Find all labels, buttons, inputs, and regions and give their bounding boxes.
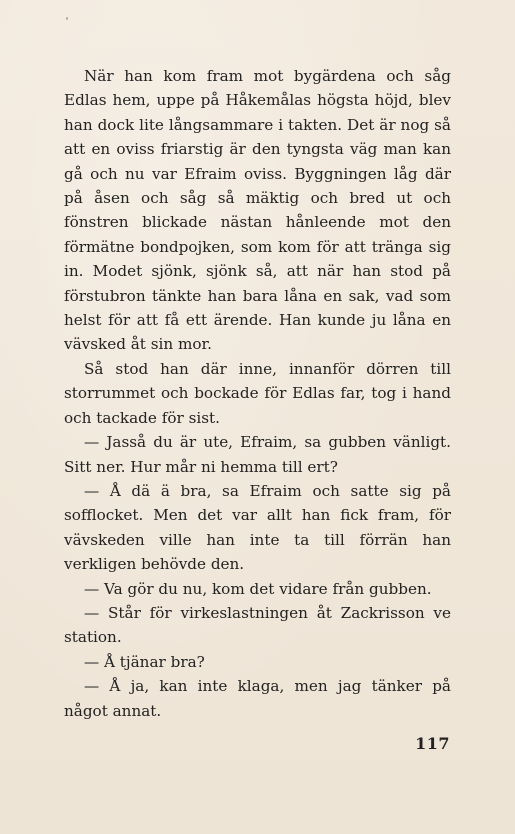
dialogue-line: — Å tjänar bra? — [84, 652, 205, 671]
dialogue-line: — Jasså du är ute, Efraim, sa gubben vänligt. Sitt ner. Hur mår ni hemma till ert? — [64, 433, 451, 476]
page-number: 117 — [415, 734, 450, 753]
paper-speck — [66, 17, 68, 20]
dialogue-line: — Å dä ä bra, sa Efraim och satte sig på sofflocket. Men det var allt han fick fram, för vävskeden ville han inte ta till förrän han verkligen behövde den. — [64, 481, 451, 574]
paragraph: Så stod han där inne, innanför dörren till storrummet och bockade för Edlas far, tog i hand och tackade för sist. — [64, 359, 451, 427]
dialogue-line: — Står för virkeslastningen åt Zackrisson ve station. — [64, 603, 451, 647]
body-text — [64, 64, 451, 723]
paragraph: När han kom fram mot bygärdena och såg Edlas hem, uppe på Håkemålas högsta höjd, blev han dock lite långsammare i takten. Det är nog så att en oviss friarstig är den tyngsta väg man kan gå och nu var Efraim oviss. Byggningen låg där på åsen och såg så mäktig och bred ut och fönstren blickade nästan hånleende mot den förmätne bondpojken, som kom för att tränga sig in. Modet sjönk, sjönk så, att när han stod på förstubron tänkte han bara låna en sak, vad som helst för att få ett ärende. Han kunde ju låna en vävsked åt sin mor. — [64, 67, 451, 354]
dialogue-line: — Va gör du nu, kom det vidare från gubben. — [84, 579, 432, 598]
dialogue-line: — Å ja, kan inte klaga, men jag tänker på något annat. — [64, 677, 451, 720]
